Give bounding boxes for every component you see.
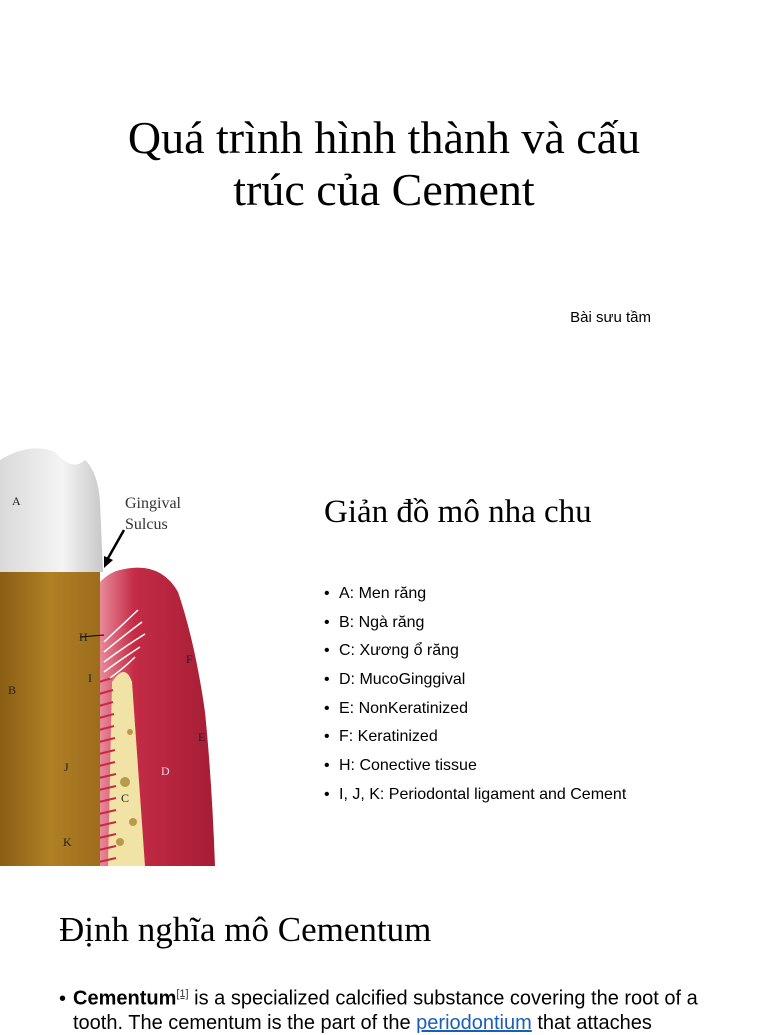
sulcus-arrow <box>107 530 124 560</box>
title-slide <box>0 0 768 432</box>
definition-term: Cementum <box>73 987 177 1010</box>
periodontium-link[interactable]: periodontium <box>416 1011 532 1034</box>
legend-item: • B: Ngà răng <box>324 609 626 638</box>
diagram-letter-i: I <box>88 671 92 685</box>
slide-heading: Định nghĩa mô Cementum <box>59 910 432 949</box>
diagram-caption-line2: Sulcus <box>125 516 168 533</box>
legend-item: • A: Men răng <box>324 580 626 609</box>
diagram-letter-b: B <box>8 683 17 697</box>
diagram-letter-f: F <box>186 652 193 666</box>
slide-subtitle: Bài sưu tầm <box>570 309 651 326</box>
legend-item: • F: Keratinized <box>324 723 626 752</box>
definition-paragraph <box>59 982 739 1035</box>
diagram-caption-line1: Gingival <box>125 495 181 512</box>
legend-list <box>324 580 626 810</box>
dentin-shape <box>0 562 100 866</box>
diagram-letter-e: E <box>198 730 206 744</box>
legend-item: • D: MucoGinggival <box>324 666 626 695</box>
definition-text: is a specialized calcified substance covering the root of a <box>188 987 698 1010</box>
legend-item: • C: Xương ổ răng <box>324 637 626 666</box>
bullet-icon: • <box>59 987 67 1010</box>
diagram-letter-d: D <box>161 764 170 778</box>
slide-title-line2: trúc của Cement <box>233 164 535 215</box>
diagram-letter-c: C <box>121 791 130 805</box>
slide-heading: Giản đồ mô nha chu <box>324 494 592 530</box>
diagram-letter-j: J <box>64 760 69 774</box>
diagram-slide <box>0 432 768 866</box>
slide-title-line1: Quá trình hình thành và cấu <box>127 112 641 163</box>
diagram-letter-k: K <box>63 835 72 849</box>
legend-item: • H: Conective tissue <box>324 752 626 781</box>
diagram-letter-h: H <box>79 630 88 644</box>
definition-text: tooth. The cementum is the part of the <box>73 1011 417 1034</box>
diagram-letter-a: A <box>12 494 21 508</box>
legend-item: • I, J, K: Periodontal ligament and Cement <box>324 781 626 810</box>
definition-slide <box>0 866 768 1034</box>
periodontium-diagram <box>0 432 220 866</box>
reference-link[interactable]: [1] <box>176 988 189 1000</box>
slide-title <box>84 112 684 216</box>
definition-text: that attaches <box>531 1011 652 1034</box>
legend-item: • E: NonKeratinized <box>324 695 626 724</box>
enamel-shape <box>0 448 103 572</box>
